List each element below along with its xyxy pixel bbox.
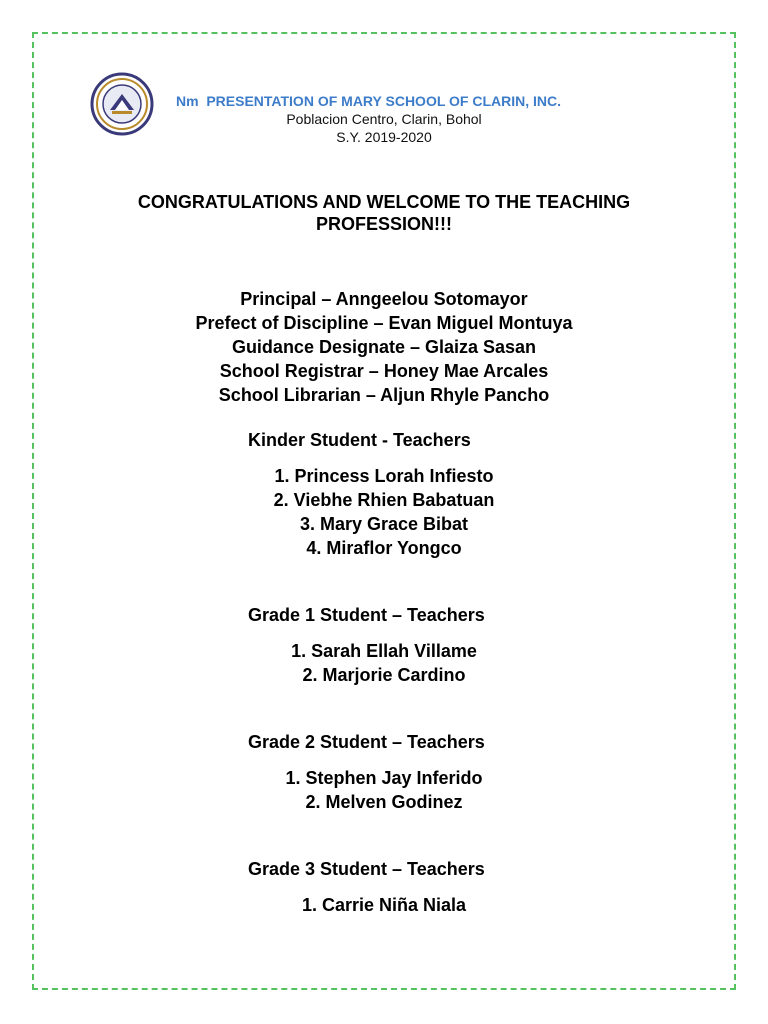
group-heading-grade-3: Grade 3 Student – Teachers — [248, 859, 485, 879]
list-item: 2. Melven Godinez — [305, 792, 463, 812]
group-heading-grade-2: Grade 2 Student – Teachers — [248, 732, 485, 752]
officer-prefect: Prefect of Discipline – Evan Miguel Montuya — [195, 313, 573, 333]
headline-line-2: PROFESSION!!! — [315, 214, 452, 234]
list-item: 4. Miraflor Yongco — [306, 538, 462, 558]
group-list-grade-2 — [0, 766, 768, 814]
list-item: 1. Sarah Ellah Villame — [291, 641, 477, 661]
school-year: S.Y. 2019-2020 — [336, 129, 432, 145]
list-item: 1. Carrie Niña Niala — [301, 895, 467, 915]
officers-list — [0, 287, 768, 407]
group-heading-kinder: Kinder Student - Teachers — [248, 430, 471, 450]
officer-librarian: School Librarian – Aljun Rhyle Pancho — [218, 385, 550, 405]
school-name: Nm PRESENTATION OF MARY SCHOOL OF CLARIN, INC. — [176, 93, 562, 109]
school-address: Poblacion Centro, Clarin, Bohol — [286, 111, 482, 127]
list-item: 3. Mary Grace Bibat — [299, 514, 469, 534]
headline — [84, 191, 684, 235]
headline-line-1: CONGRATULATIONS AND WELCOME TO THE TEACHING — [137, 192, 631, 212]
list-item: 1. Stephen Jay Inferido — [285, 768, 483, 788]
officer-registrar: School Registrar – Honey Mae Arcales — [219, 361, 549, 381]
officer-principal: Principal – Anngeelou Sotomayor — [240, 289, 528, 309]
list-item: 1. Princess Lorah Infiesto — [274, 466, 494, 486]
group-list-grade-3 — [0, 893, 768, 917]
list-item: 2. Marjorie Cardino — [302, 665, 466, 685]
group-heading-grade-1: Grade 1 Student – Teachers — [248, 605, 485, 625]
officer-guidance: Guidance Designate – Glaiza Sasan — [231, 337, 537, 357]
list-item: 2. Viebhe Rhien Babatuan — [273, 490, 495, 510]
group-list-kinder — [0, 464, 768, 560]
group-list-grade-1 — [0, 639, 768, 687]
